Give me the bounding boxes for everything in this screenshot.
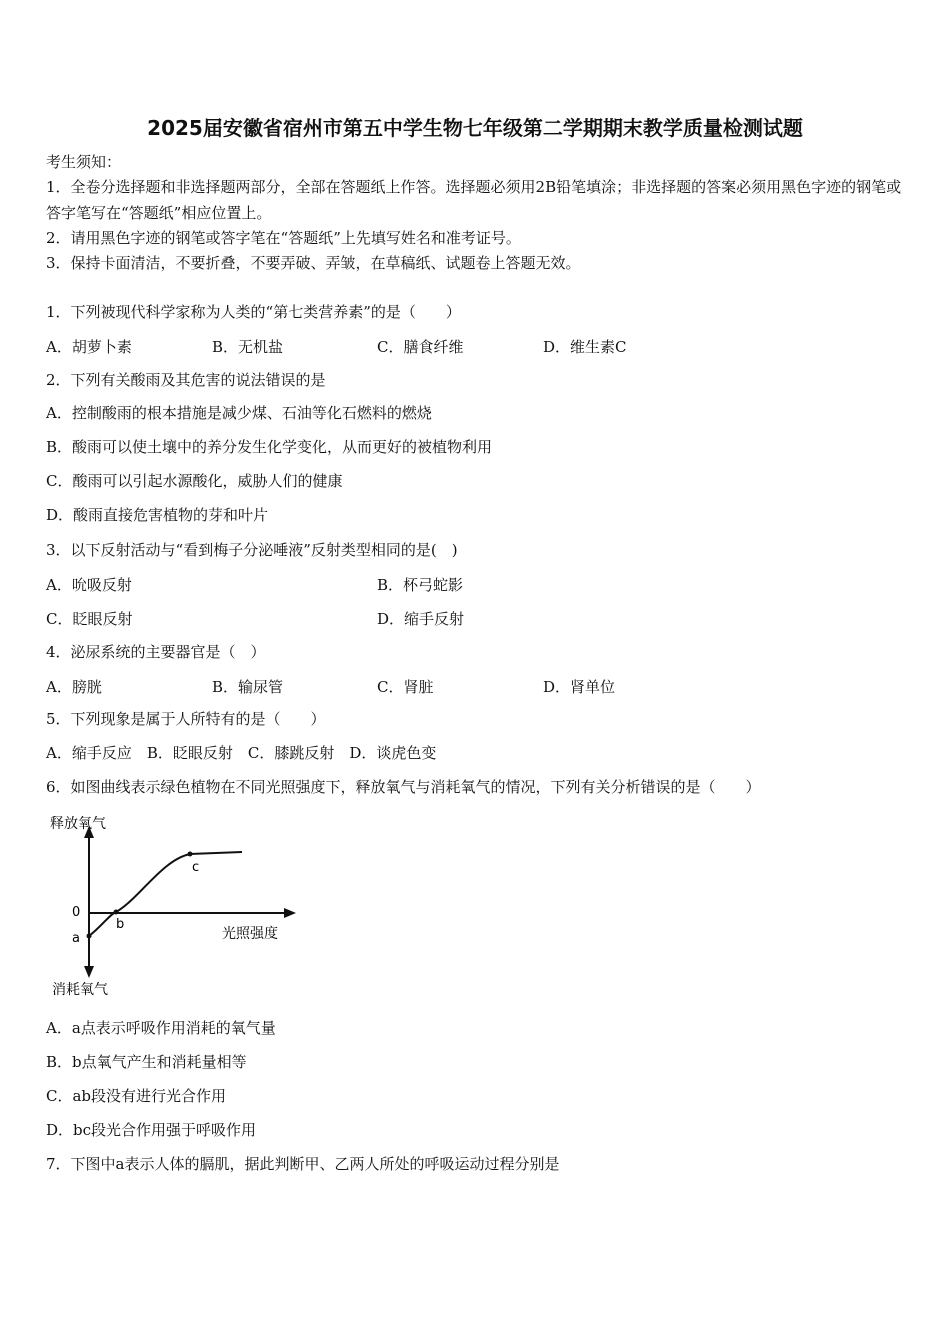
q4-option-d: D．肾单位 — [543, 678, 616, 696]
q6-option-a: A．a点表示呼吸作用消耗的氧气量 — [46, 1019, 276, 1037]
q6-option-d: D．bc段光合作用强于呼吸作用 — [46, 1121, 257, 1139]
q4-stem: 4．泌尿系统的主要器官是（ ） — [46, 643, 266, 661]
q1-option-c: C．膳食纤维 — [377, 338, 464, 356]
notice-heading: 考生须知： — [46, 153, 122, 171]
notice-item-3: 3．保持卡面清洁，不要折叠，不要弄破、弄皱，在草稿纸、试题卷上答题无效。 — [46, 254, 581, 272]
x-axis-arrow-icon — [284, 908, 296, 918]
point-b-label: b — [116, 917, 125, 932]
q6-stem: 6．如图曲线表示绿色植物在不同光照强度下，释放氧气与消耗氧气的情况，下列有关分析错误的是（ ） — [46, 778, 761, 796]
y-top-label: 释放氧气 — [50, 816, 106, 832]
q7-stem: 7．下图中a表示人体的膈肌，据此判断甲、乙两人所处的呼吸运动过程分别是 — [46, 1155, 560, 1173]
point-c-marker — [188, 852, 193, 857]
q1-option-a: A．胡萝卜素 — [46, 338, 132, 356]
q1-option-d: D．维生素C — [543, 338, 627, 356]
q6-option-b: B．b点氧气产生和消耗量相等 — [46, 1053, 247, 1071]
point-a-marker — [87, 934, 92, 939]
q4-option-b: B．输尿管 — [212, 678, 284, 696]
q2-option-c: C．酸雨可以引起水源酸化，威胁人们的健康 — [46, 472, 343, 490]
q5-options: A．缩手反应 B．眨眼反射 C．膝跳反射 D．谈虎色变 — [46, 744, 437, 762]
q2-stem: 2．下列有关酸雨及其危害的说法错误的是 — [46, 371, 326, 389]
q4-option-a: A．膀胱 — [46, 678, 102, 696]
q2-option-d: D．酸雨直接危害植物的芽和叶片 — [46, 506, 269, 524]
x-axis-label: 光照强度 — [222, 926, 278, 942]
y-axis-down-arrow-icon — [84, 966, 94, 978]
q3-option-c: C．眨眼反射 — [46, 610, 133, 628]
q3-stem: 3．以下反射活动与“看到梅子分泌唾液”反射类型相同的是( ) — [46, 541, 458, 559]
q6-oxygen-light-graph — [44, 814, 304, 1000]
oxygen-curve — [89, 852, 242, 936]
origin-label: 0 — [72, 905, 81, 920]
point-b-marker — [114, 910, 119, 915]
q1-option-b: B．无机盐 — [212, 338, 284, 356]
q6-option-c: C．ab段没有进行光合作用 — [46, 1087, 227, 1105]
q2-option-b: B．酸雨可以使土壤中的养分发生化学变化，从而更好的被植物利用 — [46, 438, 493, 456]
notice-item-1: 1．全卷分选择题和非选择题两部分，全部在答题纸上作答。选择题必须用2B铅笔填涂；非选择题的答案必须用黑色字迹的钢笔或答字笔写在“答题纸”相应位置上。 — [46, 178, 902, 222]
q3-option-a: A．吮吸反射 — [46, 576, 132, 594]
q3-option-b: B．杯弓蛇影 — [377, 576, 464, 594]
point-c-label: c — [192, 860, 200, 875]
q1-stem: 1．下列被现代科学家称为人类的“第七类营养素”的是（ ） — [46, 303, 461, 321]
q3-option-d: D．缩手反射 — [377, 610, 465, 628]
point-a-label: a — [72, 931, 80, 946]
page-title: 2025届安徽省宿州市第五中学生物七年级第二学期期末教学质量检测试题 — [147, 116, 803, 140]
y-bottom-label: 消耗氧气 — [52, 982, 108, 998]
q5-stem: 5．下列现象是属于人所特有的是（ ） — [46, 710, 326, 728]
q2-option-a: A．控制酸雨的根本措施是减少煤、石油等化石燃料的燃烧 — [46, 404, 432, 422]
notice-item-2: 2．请用黑色字迹的钢笔或答字笔在“答题纸”上先填写姓名和准考证号。 — [46, 229, 521, 247]
q4-option-c: C．肾脏 — [377, 678, 434, 696]
